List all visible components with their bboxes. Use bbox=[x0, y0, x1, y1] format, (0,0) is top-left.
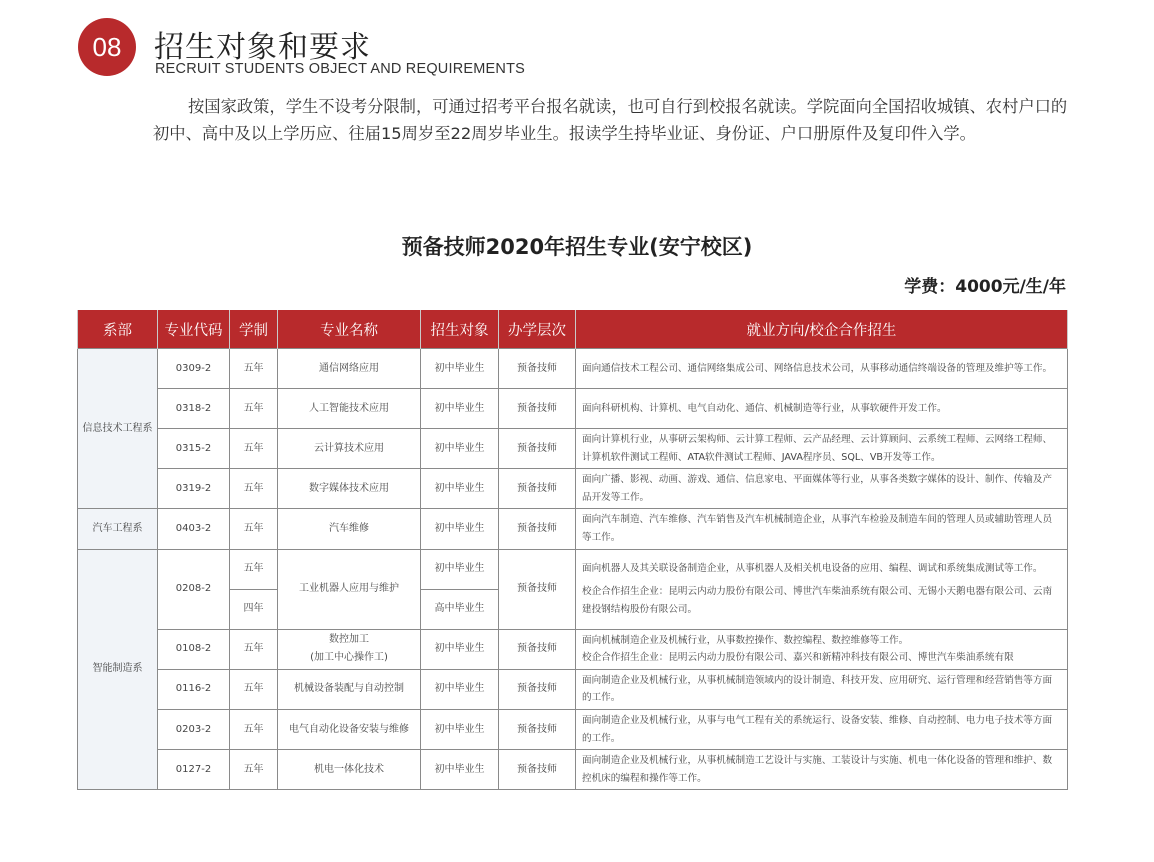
cell-years: 五年 bbox=[230, 469, 278, 509]
tuition-fee: 学费：4000元/生/年 bbox=[904, 277, 1066, 297]
cell-years: 五年 bbox=[230, 389, 278, 429]
cell-level: 预备技师 bbox=[499, 509, 576, 549]
cell-level: 预备技师 bbox=[499, 669, 576, 709]
cell-target: 初中毕业生 bbox=[421, 509, 499, 549]
cell-code: 0403-2 bbox=[158, 509, 230, 549]
cell-years: 五年 bbox=[230, 629, 278, 669]
direction-text: 面向机械制造企业及机械行业，从事数控操作、数控编程、数控维修等工作。 bbox=[582, 634, 909, 646]
cell-direction bbox=[576, 549, 1068, 629]
partner-text: 校企合作招生企业：昆明云内动力股份有限公司、嘉兴和新精冲科技有限公司、博世汽车柴油系统有限 bbox=[582, 652, 1014, 664]
cell-direction bbox=[576, 629, 1068, 669]
cell-major: 通信网络应用 bbox=[278, 349, 421, 389]
cell-years: 五年 bbox=[230, 429, 278, 469]
col-header-level: 办学层次 bbox=[499, 310, 576, 349]
cell-code: 0127-2 bbox=[158, 750, 230, 790]
cell-code: 0203-2 bbox=[158, 709, 230, 749]
col-header-dept: 系部 bbox=[78, 310, 158, 349]
cell-target: 初中毕业生 bbox=[421, 750, 499, 790]
cell-level: 预备技师 bbox=[499, 629, 576, 669]
cell-target: 初中毕业生 bbox=[421, 669, 499, 709]
majors-table bbox=[77, 310, 1068, 790]
table-row bbox=[78, 549, 1068, 589]
section-number-badge: 08 bbox=[78, 18, 136, 76]
cell-major bbox=[278, 629, 421, 669]
cell-target: 初中毕业生 bbox=[421, 469, 499, 509]
cell-major: 人工智能技术应用 bbox=[278, 389, 421, 429]
cell-direction: 面向制造企业及机械行业，从事与电气工程有关的系统运行、设备安装、维修、自动控制、电力电子技术等方面的工作。 bbox=[576, 709, 1068, 749]
intro-paragraph: 按国家政策，学生不设考分限制，可通过招考平台报名就读，也可自行到校报名就读。学院面向全国招收城镇、农村户口的初中、高中及以上学历应、往届15周岁至22周岁毕业生。报读学生持毕业证、身份证、户口册原件及复印件入学。 bbox=[153, 97, 1068, 143]
cell-direction: 面向汽车制造、汽车维修、汽车销售及汽车机械制造企业，从事汽车检验及制造车间的管理人员或辅助管理人员等工作。 bbox=[576, 509, 1068, 549]
col-header-years: 学制 bbox=[230, 310, 278, 349]
cell-level: 预备技师 bbox=[499, 349, 576, 389]
cell-direction: 面向科研机构、计算机、电气自动化、通信、机械制造等行业，从事软硬件开发工作。 bbox=[576, 389, 1068, 429]
cell-direction: 面向制造企业及机械行业，从事机械制造领域内的设计制造、科技开发、应用研究、运行管理和经营销售等方面的工作。 bbox=[576, 669, 1068, 709]
table-row bbox=[78, 389, 1068, 429]
col-header-code: 专业代码 bbox=[158, 310, 230, 349]
table-row bbox=[78, 709, 1068, 749]
cell-code: 0318-2 bbox=[158, 389, 230, 429]
dept-info: 信息技术工程系 bbox=[78, 349, 158, 509]
col-header-target: 招生对象 bbox=[421, 310, 499, 349]
cell-code: 0315-2 bbox=[158, 429, 230, 469]
cell-years: 五年 bbox=[230, 349, 278, 389]
table-row bbox=[78, 429, 1068, 469]
major-name: 数控加工 bbox=[329, 634, 369, 646]
cell-years: 五年 bbox=[230, 509, 278, 549]
cell-target: 初中毕业生 bbox=[421, 549, 499, 589]
partner-text: 校企合作招生企业：昆明云内动力股份有限公司、博世汽车柴油系统有限公司、无锡小天鹅电器有限公司、云南建投钢结构股份有限公司。 bbox=[582, 586, 1053, 615]
cell-level: 预备技师 bbox=[499, 750, 576, 790]
cell-direction: 面向制造企业及机械行业，从事机械制造工艺设计与实施、工装设计与实施、机电一体化设备的管理和维护、数控机床的编程和操作等工作。 bbox=[576, 750, 1068, 790]
dept-auto: 汽车工程系 bbox=[78, 509, 158, 549]
col-header-direction: 就业方向/校企合作招生 bbox=[576, 310, 1068, 349]
table-row bbox=[78, 750, 1068, 790]
cell-direction: 面向通信技术工程公司、通信网络集成公司、网络信息技术公司，从事移动通信终端设备的管理及维护等工作。 bbox=[576, 349, 1068, 389]
cell-code: 0108-2 bbox=[158, 629, 230, 669]
cell-target: 高中毕业生 bbox=[421, 589, 499, 629]
table-row bbox=[78, 509, 1068, 549]
direction-text: 面向机器人及其关联设备制造企业，从事机器人及相关机电设备的应用、编程、调试和系统集成测试等工作。 bbox=[582, 562, 1043, 574]
table-title: 预备技师2020年招生专业(安宁校区) bbox=[401, 235, 753, 259]
cell-major: 工业机器人应用与维护 bbox=[278, 549, 421, 629]
cell-direction: 面向计算机行业，从事研云架构师、云计算工程师、云产品经理、云计算顾问、云系统工程师、云网络工程师、计算机软件测试工程师、ATA软件测试工程师、JAVA程序员、SQL、VB开发等工作。 bbox=[576, 429, 1068, 469]
table-row bbox=[78, 349, 1068, 389]
cell-target: 初中毕业生 bbox=[421, 349, 499, 389]
cell-code: 0309-2 bbox=[158, 349, 230, 389]
cell-years: 五年 bbox=[230, 549, 278, 589]
section-title: 招生对象和要求 bbox=[154, 30, 371, 65]
cell-level: 预备技师 bbox=[499, 389, 576, 429]
cell-major: 电气自动化设备安装与维修 bbox=[278, 709, 421, 749]
cell-level: 预备技师 bbox=[499, 429, 576, 469]
cell-target: 初中毕业生 bbox=[421, 709, 499, 749]
dept-mfg: 智能制造系 bbox=[78, 549, 158, 790]
table-row bbox=[78, 629, 1068, 669]
cell-major: 机械设备装配与自动控制 bbox=[278, 669, 421, 709]
cell-years: 五年 bbox=[230, 709, 278, 749]
major-name-sub: (加工中心操作工) bbox=[310, 652, 388, 664]
cell-code: 0208-2 bbox=[158, 549, 230, 629]
section-subtitle: RECRUIT STUDENTS OBJECT AND REQUIREMENTS bbox=[155, 61, 526, 77]
cell-years: 四年 bbox=[230, 589, 278, 629]
cell-level: 预备技师 bbox=[499, 709, 576, 749]
cell-direction: 面向广播、影视、动画、游戏、通信、信息家电、平面媒体等行业，从事各类数字媒体的设计、制作、传输及产品开发等工作。 bbox=[576, 469, 1068, 509]
table-header-row bbox=[78, 310, 1068, 349]
cell-level: 预备技师 bbox=[499, 469, 576, 509]
cell-major: 机电一体化技术 bbox=[278, 750, 421, 790]
cell-target: 初中毕业生 bbox=[421, 389, 499, 429]
cell-years: 五年 bbox=[230, 669, 278, 709]
cell-code: 0319-2 bbox=[158, 469, 230, 509]
table-row bbox=[78, 469, 1068, 509]
table-row bbox=[78, 669, 1068, 709]
cell-target: 初中毕业生 bbox=[421, 429, 499, 469]
cell-major: 数字媒体技术应用 bbox=[278, 469, 421, 509]
cell-years: 五年 bbox=[230, 750, 278, 790]
cell-major: 汽车维修 bbox=[278, 509, 421, 549]
cell-level: 预备技师 bbox=[499, 549, 576, 629]
cell-major: 云计算技术应用 bbox=[278, 429, 421, 469]
col-header-major: 专业名称 bbox=[278, 310, 421, 349]
cell-code: 0116-2 bbox=[158, 669, 230, 709]
cell-target: 初中毕业生 bbox=[421, 629, 499, 669]
